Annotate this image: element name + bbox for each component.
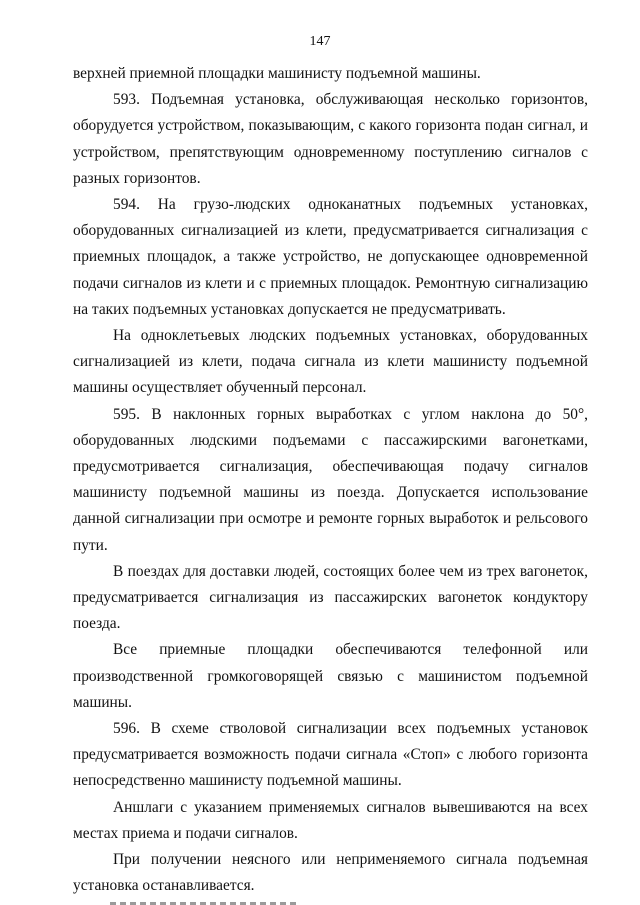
paragraph-596: 596. В схеме стволовой сигнализации всех подъемных установок предусматривается возможность подачи сигнала «Стоп» с любого горизонта непосредственно машинисту подъемной машины.	[73, 720, 588, 790]
page-number: 147	[309, 34, 331, 49]
paragraph-595: 595. В наклонных горных выработках с углом наклона до 50°, оборудованных людскими подъемами с пассажирскими вагонетками, предусмотривается сигнализация, обеспечивающая подачу сигналов машинисту подъемной машины из поезда. Допускается использование данной сигнализации при осмотре и ремонте горных выработок и рельсового пути.	[73, 405, 588, 554]
paragraph-596-stop: При получении неясного или неприменяемого сигнала подъемная установка останавливается.	[73, 851, 588, 895]
paragraph-593: 593. Подъемная установка, обслуживающая несколько горизонтов, оборудуется устройством, показывающим, с какого горизонта подан сигнал, и устройством, препятствующим одновременному поступлению сигналов с разных горизонтов.	[73, 91, 588, 187]
paragraph-594: 594. На грузо-людских одноканатных подъемных установках, оборудованных сигнализацией из клети, предусматривается сигнализация с приемных площадок, а также устройство, не допускающее одновременной подачи сигналов из клети и с приемных площадок. Ремонтную сигнализацию на таких подъемных установках допускается не предусматривать.	[73, 196, 588, 318]
paragraph-continuation: верхней приемной площадки машинисту подъемной машины.	[73, 65, 481, 82]
paragraph-596-signs: Аншлаги с указанием применяемых сигналов вывешиваются на всех местах приема и подачи сигналов.	[73, 798, 588, 842]
paragraph-594-single-cage: На одноклетьевых людских подъемных установках, оборудованных сигнализацией из клети, подача сигнала из клети машинисту подъемной машины осуществляет обученный персонал.	[73, 327, 588, 397]
document-body	[73, 61, 588, 900]
paragraph-595-trains: В поездах для доставки людей, состоящих более чем из трех вагонеток, предусматривается сигнализация из пассажирских вагонеток кондуктору поезда.	[73, 562, 588, 633]
paragraph-595-landings: Все приемные площадки обеспечиваются телефонной или производственной громкоговорящей связью с машинистом подъемной машины.	[73, 641, 588, 711]
